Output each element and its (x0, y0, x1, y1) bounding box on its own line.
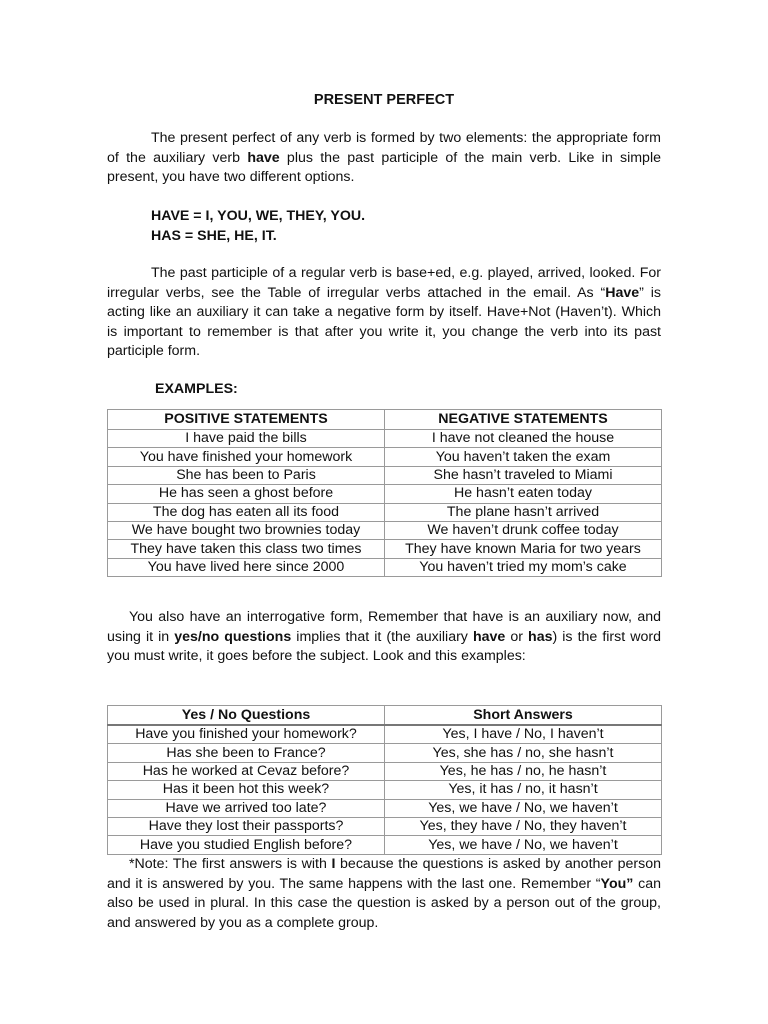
table-cell: Have you finished your homework? (108, 725, 385, 744)
intro-bold-have: have (247, 149, 280, 166)
table-cell: The plane hasn’t arrived (385, 503, 662, 521)
table-cell: I have paid the bills (108, 430, 385, 448)
column-header: Yes / No Questions (108, 706, 385, 726)
interrogative-text-g: ) is the first word you must write, it goes before the subject. Look and this examples: (107, 628, 661, 665)
table-row (108, 430, 662, 448)
note-text-a: *Note: The first answers is with (129, 856, 332, 872)
table-row (108, 540, 662, 558)
table-cell: Has it been hot this week? (108, 781, 385, 799)
table-row (108, 558, 662, 576)
interrogative-bold-have: have (472, 628, 506, 645)
questions-table (107, 705, 662, 855)
table-cell: She has been to Paris (108, 466, 385, 484)
column-header: POSITIVE STATEMENTS (108, 410, 385, 430)
table-cell: Yes, I have / No, I haven’t (385, 725, 662, 744)
table-cell: They have known Maria for two years (385, 540, 662, 558)
note-paragraph (107, 855, 661, 933)
participle-paragraph (107, 264, 661, 362)
table-row (108, 836, 662, 854)
table-header-row (108, 410, 662, 430)
note-bold-i: I (331, 856, 336, 872)
note-bold-you: You” (600, 875, 634, 892)
table-cell: He hasn’t eaten today (385, 485, 662, 503)
table-cell: You haven’t tried my mom’s cake (385, 558, 662, 576)
table-cell: Yes, she has / no, she hasn’t (385, 744, 662, 762)
table-cell: Yes, we have / No, we haven’t (385, 836, 662, 854)
rule-have: HAVE = I, YOU, WE, THEY, YOU. (151, 208, 366, 224)
examples-label: EXAMPLES: (155, 381, 238, 397)
table-row (108, 799, 662, 817)
table-row (108, 725, 662, 744)
table-cell: Has he worked at Cevaz before? (108, 762, 385, 780)
table-row (108, 485, 662, 503)
table-cell: We have bought two brownies today (108, 521, 385, 539)
interrogative-paragraph (107, 608, 661, 667)
table-cell: Have you studied English before? (108, 836, 385, 854)
table-row (108, 503, 662, 521)
interrogative-bold-has: has (528, 628, 553, 645)
table-cell: You have finished your homework (108, 448, 385, 466)
interrogative-text-e: or (505, 628, 529, 645)
statements-table (107, 409, 662, 577)
intro-text-a: The present perfect of any verb is formed by two elements: the appropriate form of the auxiliary verb (107, 130, 661, 166)
table-cell: I have not cleaned the house (385, 430, 662, 448)
participle-text-a: The past participle of a regular verb is base+ed, e.g. played, arrived, looked. For irregular verbs, see the Table of irregular verbs attached in the email. As “ (107, 265, 661, 301)
participle-bold-have: Have (605, 284, 640, 301)
rule-has: HAS = SHE, HE, IT. (151, 228, 277, 244)
column-header: NEGATIVE STATEMENTS (385, 410, 662, 430)
intro-text-c: plus the past participle of the main verb. Like in simple present, you have two different options. (107, 149, 661, 186)
table-cell: He has seen a ghost before (108, 485, 385, 503)
participle-text-c: ” is acting like an auxiliary it can take a negative form by itself. Have+Not (Haven’t). Which is important to remember is that after you write it, you change the verb into its past participle form. (107, 284, 661, 360)
table-cell: They have taken this class two times (108, 540, 385, 558)
table-row (108, 744, 662, 762)
table-cell: Yes, it has / no, it hasn’t (385, 781, 662, 799)
table-row (108, 448, 662, 466)
table-cell: Have they lost their passports? (108, 817, 385, 835)
table-cell: Have we arrived too late? (108, 799, 385, 817)
page-title: PRESENT PERFECT (313, 92, 455, 108)
table-cell: Has she been to France? (108, 744, 385, 762)
intro-paragraph (107, 129, 661, 188)
table-cell: She hasn’t traveled to Miami (385, 466, 662, 484)
table-cell: Yes, we have / No, we haven’t (385, 799, 662, 817)
table-cell: We haven’t drunk coffee today (385, 521, 662, 539)
table-header-row (108, 706, 662, 726)
interrogative-text-c: implies that it (the auxiliary (291, 628, 473, 645)
interrogative-bold-yesno: yes/no questions (174, 628, 292, 645)
table-cell: You haven’t taken the exam (385, 448, 662, 466)
table-row (108, 521, 662, 539)
table-row (108, 466, 662, 484)
column-header: Short Answers (385, 706, 662, 726)
note-text-c: because the questions is asked by another person and it is answered by you. The same happens with the last one. Remember “ (107, 856, 662, 892)
table-cell: You have lived here since 2000 (108, 558, 385, 576)
table-cell: The dog has eaten all its food (108, 503, 385, 521)
table-row (108, 762, 662, 780)
table-cell: Yes, they have / No, they haven’t (385, 817, 662, 835)
table-row (108, 781, 662, 799)
note-text-e: can also be used in plural. In this case the question is asked by a person out of the group, and answered by you as a complete group. (107, 875, 661, 931)
table-cell: Yes, he has / no, he hasn’t (385, 762, 662, 780)
table-row (108, 817, 662, 835)
interrogative-text-a: You also have an interrogative form, Remember that have is an auxiliary now, and using it in (107, 609, 661, 645)
